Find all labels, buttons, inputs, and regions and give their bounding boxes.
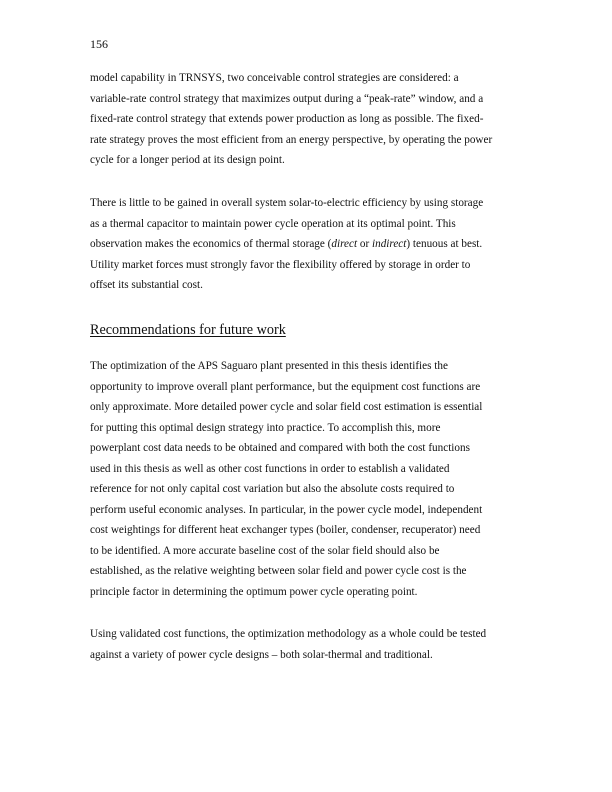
paragraph-thermal-storage [90,193,526,296]
text-line: offset its substantial cost. [90,279,203,291]
text-line: principle factor in determining the optimum power cycle operating point. [90,585,418,598]
text-line: model capability in TRNSYS, two conceivable control strategies are considered: a [90,72,459,84]
paragraph-validated-cost [90,624,526,665]
section-heading: Recommendations for future work [90,322,286,338]
paragraph-control-strategies [90,68,526,171]
text-line: perform useful economic analyses. In particular, in the power cycle model, independent [90,503,483,516]
text-line: cycle for a longer period at its design point. [90,154,285,166]
text-line: There is little to be gained in overall system solar-to-electric efficiency by using storage [90,197,484,209]
text-line: only approximate. More detailed power cycle and solar field cost estimation is essential [90,401,483,413]
page-number: 156 [90,37,108,51]
text-line: fixed-rate control strategy that extends power production as long as possible. The fixed- [90,113,484,125]
text-line: opportunity to improve overall plant performance, but the equipment cost functions are [90,380,481,393]
text-line: Utility market forces must strongly favor the flexibility offered by storage in order to [90,258,471,271]
text-segment: or [357,238,372,250]
emphasis-indirect: indirect [372,238,407,250]
text-line: to be identified. A more accurate baseline cost of the solar field should also be [90,544,440,557]
text-line: variable-rate control strategy that maximizes output during a “peak-rate” window, and a [90,92,484,105]
text-line: for putting this optimal design strategy into practice. To accomplish this, more [90,421,441,434]
emphasis-direct: direct [331,238,358,250]
text-line: powerplant cost data needs to be obtained and compared with both the cost functions [90,442,470,454]
text-line: rate strategy proves the most efficient from an energy perspective, by operating the power [90,133,493,146]
text-line: The optimization of the APS Saguaro plant presented in this thesis identifies the [90,360,448,372]
text-line-with-emphasis [90,234,526,255]
text-line: as a thermal capacitor to maintain power cycle operation at its optimal point. This [90,217,456,230]
text-line: against a variety of power cycle designs – both solar-thermal and traditional. [90,648,433,661]
text-line: Using validated cost functions, the optimization methodology as a whole could be tested [90,628,487,640]
text-segment: observation makes the economics of thermal storage ( [90,238,332,250]
text-line: established, as the relative weighting between solar field and power cycle cost is the [90,565,467,577]
text-line: reference for not only capital cost variation but also the absolute costs required to [90,483,455,495]
text-segment: ) tenuous at best. [406,238,483,250]
paragraph-optimization [90,356,526,602]
text-line: used in this thesis as well as other cost functions in order to establish a validated [90,462,450,475]
text-line: cost weightings for different heat exchanger types (boiler, condenser, recuperator) need [90,524,481,536]
